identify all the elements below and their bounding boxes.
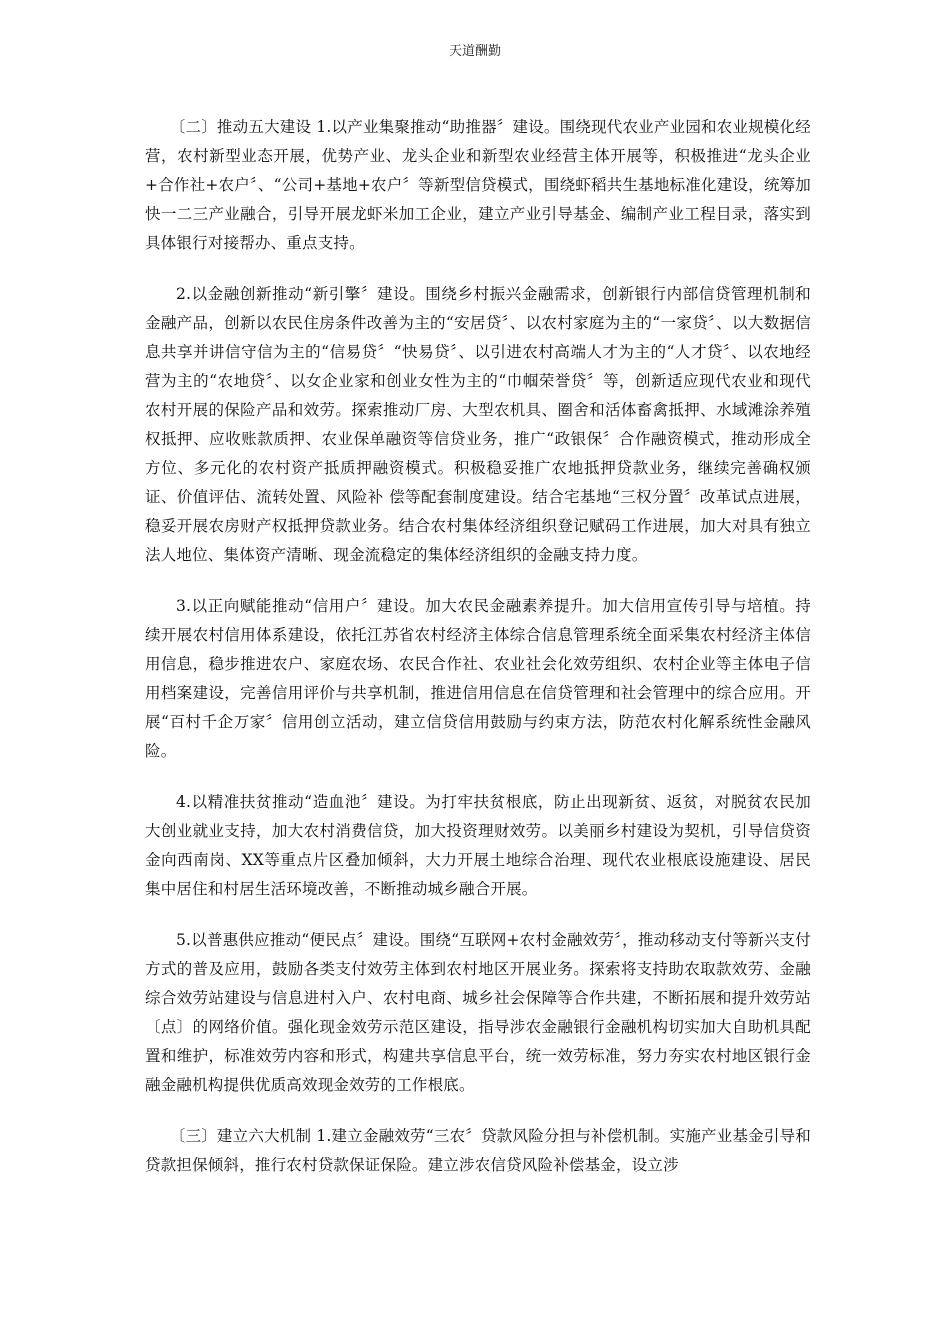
paragraph-five-constructions: 〔二〕推动五大建设 1.以产业集聚推动“助推器〞建设。围绕现代农业产业园和农业规模化经营，农村新型业态开展，优势产业、龙头企业和新型农业经营主体开展等，积极推进“龙头企业+合作社+农户〞、“公司+基地+农户〞等新型信贷模式，围绕虾稻共生基地标准化建设，统筹加快一二三产业融合，引导开展龙虾米加工企业，建立产业引导基金、编制产业工程目录，落实到具体银行对接帮办、重点支持。 <box>145 118 811 252</box>
paragraph-financial-innovation: 2.以金融创新推动“新引擎〞建设。围绕乡村振兴金融需求，创新银行内部信贷管理机制和金融产品，创新以农民住房条件改善为主的“安居贷〞、以农村家庭为主的“一家贷〞、以大数据信息共享并讲信守信为主的“信易贷〞“快易贷〞、以引进农村高端人才为主的“人才贷〞、以农地经营为主的“农地贷〞、以女企业家和创业女性为主的“巾帼荣誉贷〞等，创新适应现代农业和现代农村开展的保险产品和效劳。探索推动厂房、大型农机具、圈舍和活体畜禽抵押、水域滩涂养殖权抵押、应收账款质押、农业保单融资等信贷业务，推广“政银保〞合作融资模式，推动形成全方位、多元化的农村资产抵质押融资模式。积极稳妥推广农地抵押贷款业务，继续完善确权颁证、价值评估、流转处置、风险补 偿等配套制度建设。结合宅基地“三权分置〞改革试点进展，稳妥开展农房财产权抵押贷款业务。结合农村集体经济组织登记赋码工作进展，加大对具有独立法人地位、集体资产清晰、现金流稳定的集体经济组织的金融支持力度。 <box>145 285 811 564</box>
document-body <box>145 113 811 1202</box>
paragraph-inclusive-supply: 5.以普惠供应推动“便民点〞建设。围绕“互联网+农村金融效劳〞，推动移动支付等新兴支付方式的普及应用，鼓励各类支付效劳主体到农村地区开展业务。探索将支持助农取款效劳、金融综合效劳站建设与信息进村入户、农村电商、城乡社会保障等合作共建，不断拓展和提升效劳站〔点〕的网络价值。强化现金效劳示范区建设，指导涉农金融银行金融机构切实加大自助机具配置和维护，标准效劳内容和形式，构建共享信息平台，统一效劳标准，努力夯实农村地区银行金融金融机构提供优质高效现金效劳的工作根底。 <box>145 931 811 1094</box>
page-header: 天道酬勤 <box>448 44 501 59</box>
paragraph-credit-households: 3.以正向赋能推动“信用户〞建设。加大农民金融素养提升。加大信用宣传引导与培植。持续开展农村信用体系建设，依托江苏省农村经济主体综合信息管理系统全面采集农村经济主体信用信息，稳步推进农户、家庭农场、农民合作社、农业社会化效劳组织、农村企业等主体电子信用档案建设，完善信用评价与共享机制，推进信用信息在信贷管理和社会管理中的综合应用。开展“百村千企万家〞信用创立活动，建立信贷信用鼓励与约束方法，防范农村化解系统性金融风险。 <box>145 597 811 760</box>
paragraph-poverty-alleviation: 4.以精准扶贫推动“造血池〞建设。为打牢扶贫根底，防止出现新贫、返贫，对脱贫农民加大创业就业支持，加大农村消费信贷，加大投资理财效劳。以美丽乡村建设为契机，引导信贷资金向西南岗、XX等重点片区叠加倾斜，大力开展土地综合治理、现代农业根底设施建设、居民集中居住和村居生活环境改善，不断推动城乡融合开展。 <box>145 793 811 898</box>
paragraph-six-mechanisms: 〔三〕建立六大机制 1.建立金融效劳“三农〞贷款风险分担与补偿机制。实施产业基金引导和贷款担保倾斜，推行农村贷款保证保险。建立涉农信贷风险补偿基金，设立涉 <box>145 1127 811 1174</box>
